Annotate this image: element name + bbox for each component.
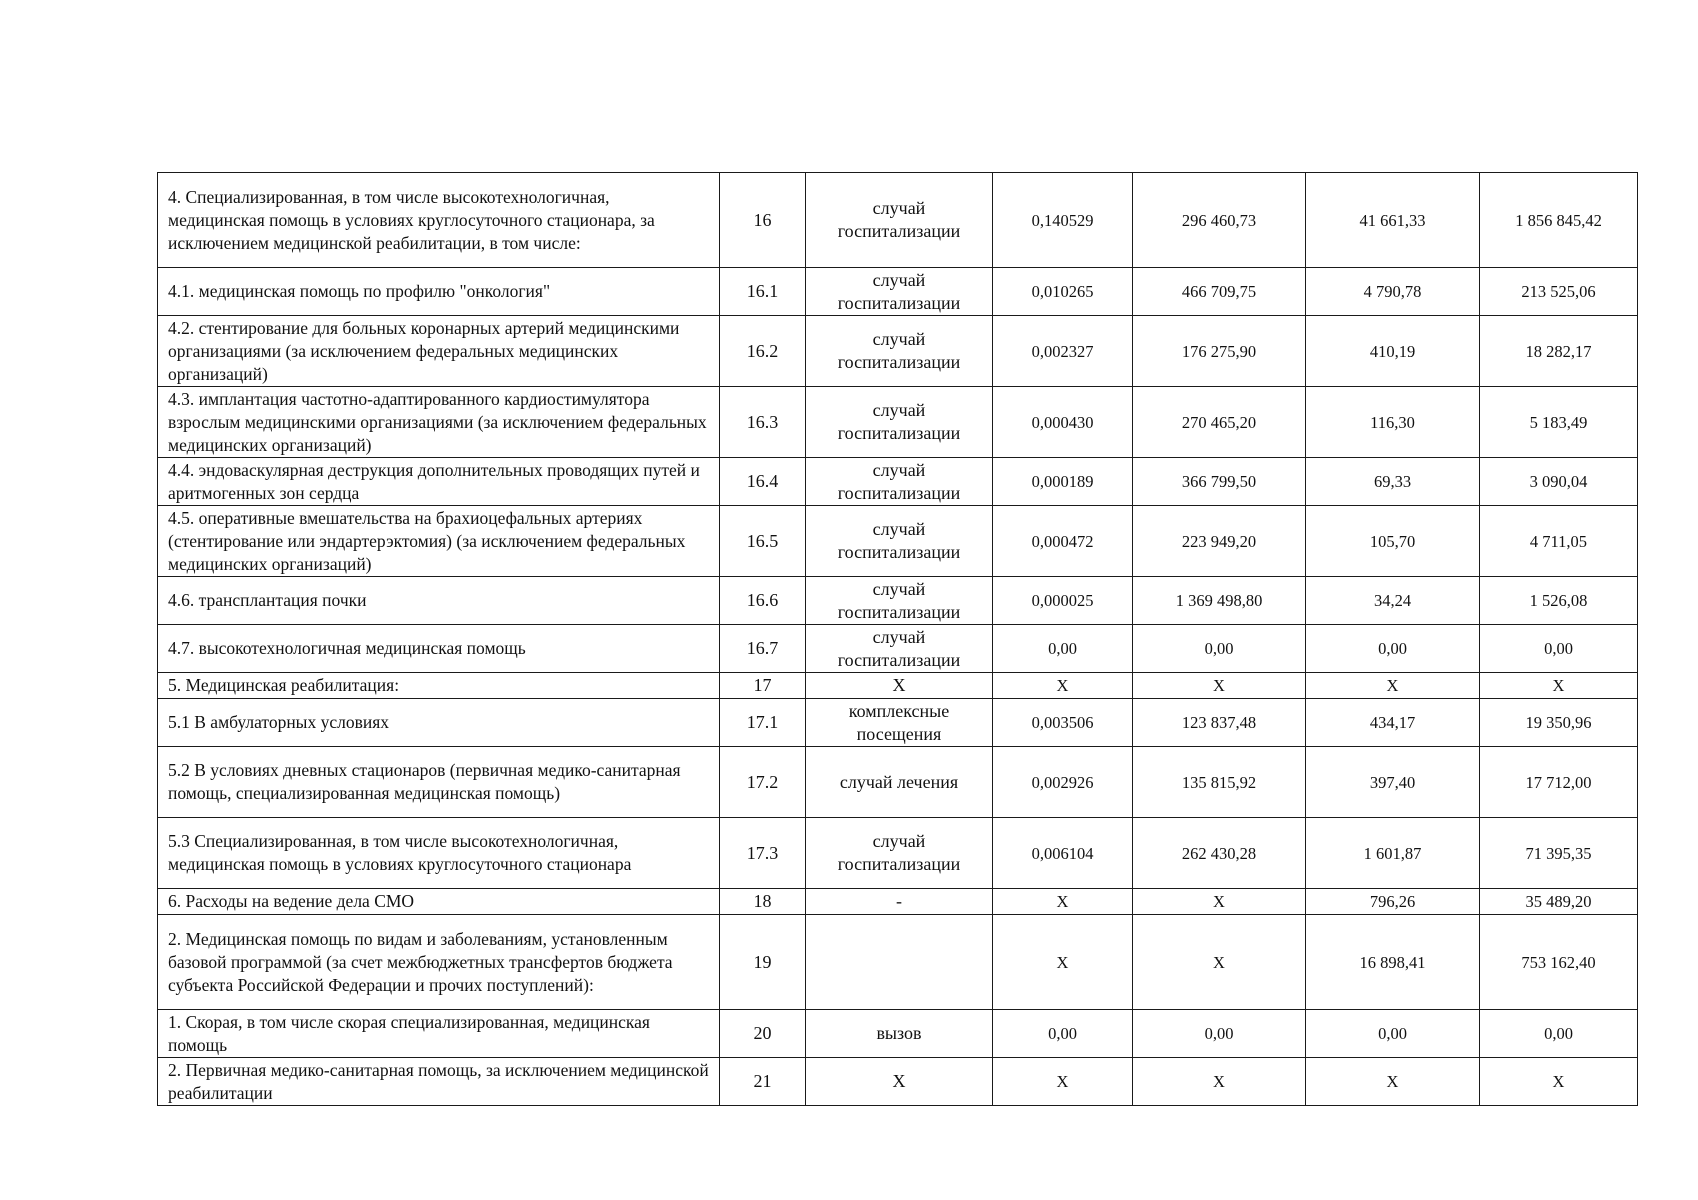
row-value-3: 16 898,41	[1306, 915, 1480, 1010]
row-value-4: 1 856 845,42	[1480, 173, 1638, 268]
row-value-2: 366 799,50	[1133, 458, 1306, 506]
row-value-4: Х	[1480, 1058, 1638, 1106]
row-value-4: 0,00	[1480, 1010, 1638, 1058]
row-value-2: 135 815,92	[1133, 747, 1306, 818]
row-name: 1. Скорая, в том числе скорая специализированная, медицинская помощь	[158, 1010, 720, 1058]
row-value-1: Х	[993, 1058, 1133, 1106]
row-value-3: 34,24	[1306, 577, 1480, 625]
row-number: 16.5	[720, 506, 806, 577]
row-number: 21	[720, 1058, 806, 1106]
row-value-4: 753 162,40	[1480, 915, 1638, 1010]
row-name: 5.2 В условиях дневных стационаров (первичная медико-санитарная помощь, специализированная медицинская помощь)	[158, 747, 720, 818]
row-number: 17.2	[720, 747, 806, 818]
row-unit: Х	[806, 1058, 993, 1106]
row-number: 16.1	[720, 268, 806, 316]
row-value-2: Х	[1133, 1058, 1306, 1106]
row-value-3: 41 661,33	[1306, 173, 1480, 268]
row-value-4: 18 282,17	[1480, 316, 1638, 387]
row-value-2: Х	[1133, 889, 1306, 915]
row-value-1: 0,000472	[993, 506, 1133, 577]
row-name: 4. Специализированная, в том числе высокотехнологичная, медицинская помощь в условиях круглосуточного стационара, за исключением медицинской реабилитации, в том числе:	[158, 173, 720, 268]
table-row	[158, 316, 1638, 387]
table-row	[158, 1058, 1638, 1106]
row-value-1: 0,010265	[993, 268, 1133, 316]
table-row	[158, 889, 1638, 915]
row-value-2: Х	[1133, 915, 1306, 1010]
row-unit: комплексные посещения	[806, 699, 993, 747]
table-row	[158, 818, 1638, 889]
row-value-1: Х	[993, 673, 1133, 699]
row-value-4: 213 525,06	[1480, 268, 1638, 316]
row-number: 16.2	[720, 316, 806, 387]
row-name: 4.6. трансплантация почки	[158, 577, 720, 625]
row-name: 5.3 Специализированная, в том числе высокотехнологичная, медицинская помощь в условиях круглосуточного стационара	[158, 818, 720, 889]
row-value-4: 3 090,04	[1480, 458, 1638, 506]
row-number: 16.6	[720, 577, 806, 625]
row-value-1: Х	[993, 915, 1133, 1010]
row-name: 4.2. стентирование для больных коронарных артерий медицинскими организациями (за исключением федеральных медицинских организаций)	[158, 316, 720, 387]
row-value-3: Х	[1306, 1058, 1480, 1106]
table-row	[158, 747, 1638, 818]
row-value-3: Х	[1306, 673, 1480, 699]
row-number: 16.4	[720, 458, 806, 506]
row-value-1: 0,006104	[993, 818, 1133, 889]
row-value-3: 69,33	[1306, 458, 1480, 506]
row-value-3: 796,26	[1306, 889, 1480, 915]
row-value-1: 0,000025	[993, 577, 1133, 625]
row-value-2: 270 465,20	[1133, 387, 1306, 458]
table-row	[158, 268, 1638, 316]
table-row	[158, 506, 1638, 577]
row-value-1: 0,003506	[993, 699, 1133, 747]
row-unit: случай госпитализации	[806, 173, 993, 268]
row-value-3: 0,00	[1306, 625, 1480, 673]
row-value-4: 5 183,49	[1480, 387, 1638, 458]
row-value-3: 410,19	[1306, 316, 1480, 387]
row-value-3: 0,00	[1306, 1010, 1480, 1058]
table-row	[158, 625, 1638, 673]
row-number: 20	[720, 1010, 806, 1058]
row-value-2: 296 460,73	[1133, 173, 1306, 268]
row-name: 4.1. медицинская помощь по профилю "онкология"	[158, 268, 720, 316]
row-number: 16	[720, 173, 806, 268]
row-name: 5.1 В амбулаторных условиях	[158, 699, 720, 747]
row-unit: -	[806, 889, 993, 915]
row-value-3: 4 790,78	[1306, 268, 1480, 316]
row-number: 17.1	[720, 699, 806, 747]
table-row	[158, 673, 1638, 699]
row-value-1: 0,00	[993, 625, 1133, 673]
row-name: 2. Медицинская помощь по видам и заболеваниям, установленным базовой программой (за счет межбюджетных трансфертов бюджета субъекта Российской Федерации и прочих поступлений):	[158, 915, 720, 1010]
row-unit: случай госпитализации	[806, 316, 993, 387]
table-row	[158, 387, 1638, 458]
row-value-2: Х	[1133, 673, 1306, 699]
row-value-4: 0,00	[1480, 625, 1638, 673]
row-unit: случай госпитализации	[806, 387, 993, 458]
row-value-1: 0,140529	[993, 173, 1133, 268]
table-row	[158, 458, 1638, 506]
table-row	[158, 915, 1638, 1010]
row-value-4: 1 526,08	[1480, 577, 1638, 625]
row-value-1: 0,00	[993, 1010, 1133, 1058]
table-row	[158, 577, 1638, 625]
row-value-3: 397,40	[1306, 747, 1480, 818]
row-number: 16.3	[720, 387, 806, 458]
row-value-3: 105,70	[1306, 506, 1480, 577]
row-value-1: 0,002926	[993, 747, 1133, 818]
row-value-1: 0,000189	[993, 458, 1133, 506]
row-value-2: 223 949,20	[1133, 506, 1306, 577]
row-value-4: 17 712,00	[1480, 747, 1638, 818]
row-value-2: 0,00	[1133, 625, 1306, 673]
row-value-1: Х	[993, 889, 1133, 915]
table-row	[158, 699, 1638, 747]
row-value-1: 0,002327	[993, 316, 1133, 387]
row-value-4: 35 489,20	[1480, 889, 1638, 915]
row-unit: случай госпитализации	[806, 577, 993, 625]
table-row	[158, 1010, 1638, 1058]
row-value-2: 123 837,48	[1133, 699, 1306, 747]
row-name: 4.7. высокотехнологичная медицинская помощь	[158, 625, 720, 673]
row-value-3: 1 601,87	[1306, 818, 1480, 889]
row-unit: Х	[806, 673, 993, 699]
row-unit: случай лечения	[806, 747, 993, 818]
row-unit: случай госпитализации	[806, 625, 993, 673]
row-unit: случай госпитализации	[806, 268, 993, 316]
row-value-2: 1 369 498,80	[1133, 577, 1306, 625]
row-value-1: 0,000430	[993, 387, 1133, 458]
row-unit	[806, 915, 993, 1010]
row-value-3: 434,17	[1306, 699, 1480, 747]
row-name: 4.4. эндоваскулярная деструкция дополнительных проводящих путей и аритмогенных зон сердца	[158, 458, 720, 506]
row-value-2: 176 275,90	[1133, 316, 1306, 387]
row-number: 17.3	[720, 818, 806, 889]
row-value-4: Х	[1480, 673, 1638, 699]
row-name: 4.3. имплантация частотно-адаптированного кардиостимулятора взрослым медицинскими организациями (за исключением федеральных медицинских организаций)	[158, 387, 720, 458]
row-value-4: 4 711,05	[1480, 506, 1638, 577]
row-unit: случай госпитализации	[806, 458, 993, 506]
row-number: 19	[720, 915, 806, 1010]
row-value-2: 262 430,28	[1133, 818, 1306, 889]
row-value-2: 0,00	[1133, 1010, 1306, 1058]
row-unit: случай госпитализации	[806, 506, 993, 577]
row-unit: случай госпитализации	[806, 818, 993, 889]
row-value-4: 19 350,96	[1480, 699, 1638, 747]
row-name: 2. Первичная медико-санитарная помощь, за исключением медицинской реабилитации	[158, 1058, 720, 1106]
row-value-2: 466 709,75	[1133, 268, 1306, 316]
row-number: 16.7	[720, 625, 806, 673]
row-unit: вызов	[806, 1010, 993, 1058]
row-value-4: 71 395,35	[1480, 818, 1638, 889]
row-number: 17	[720, 673, 806, 699]
data-table	[157, 172, 1638, 1106]
table-row	[158, 173, 1638, 268]
row-name: 5. Медицинская реабилитация:	[158, 673, 720, 699]
row-name: 4.5. оперативные вмешательства на брахиоцефальных артериях (стентирование или эндартерэктомия) (за исключением федеральных медицинских организаций)	[158, 506, 720, 577]
row-number: 18	[720, 889, 806, 915]
row-value-3: 116,30	[1306, 387, 1480, 458]
row-name: 6. Расходы на ведение дела СМО	[158, 889, 720, 915]
